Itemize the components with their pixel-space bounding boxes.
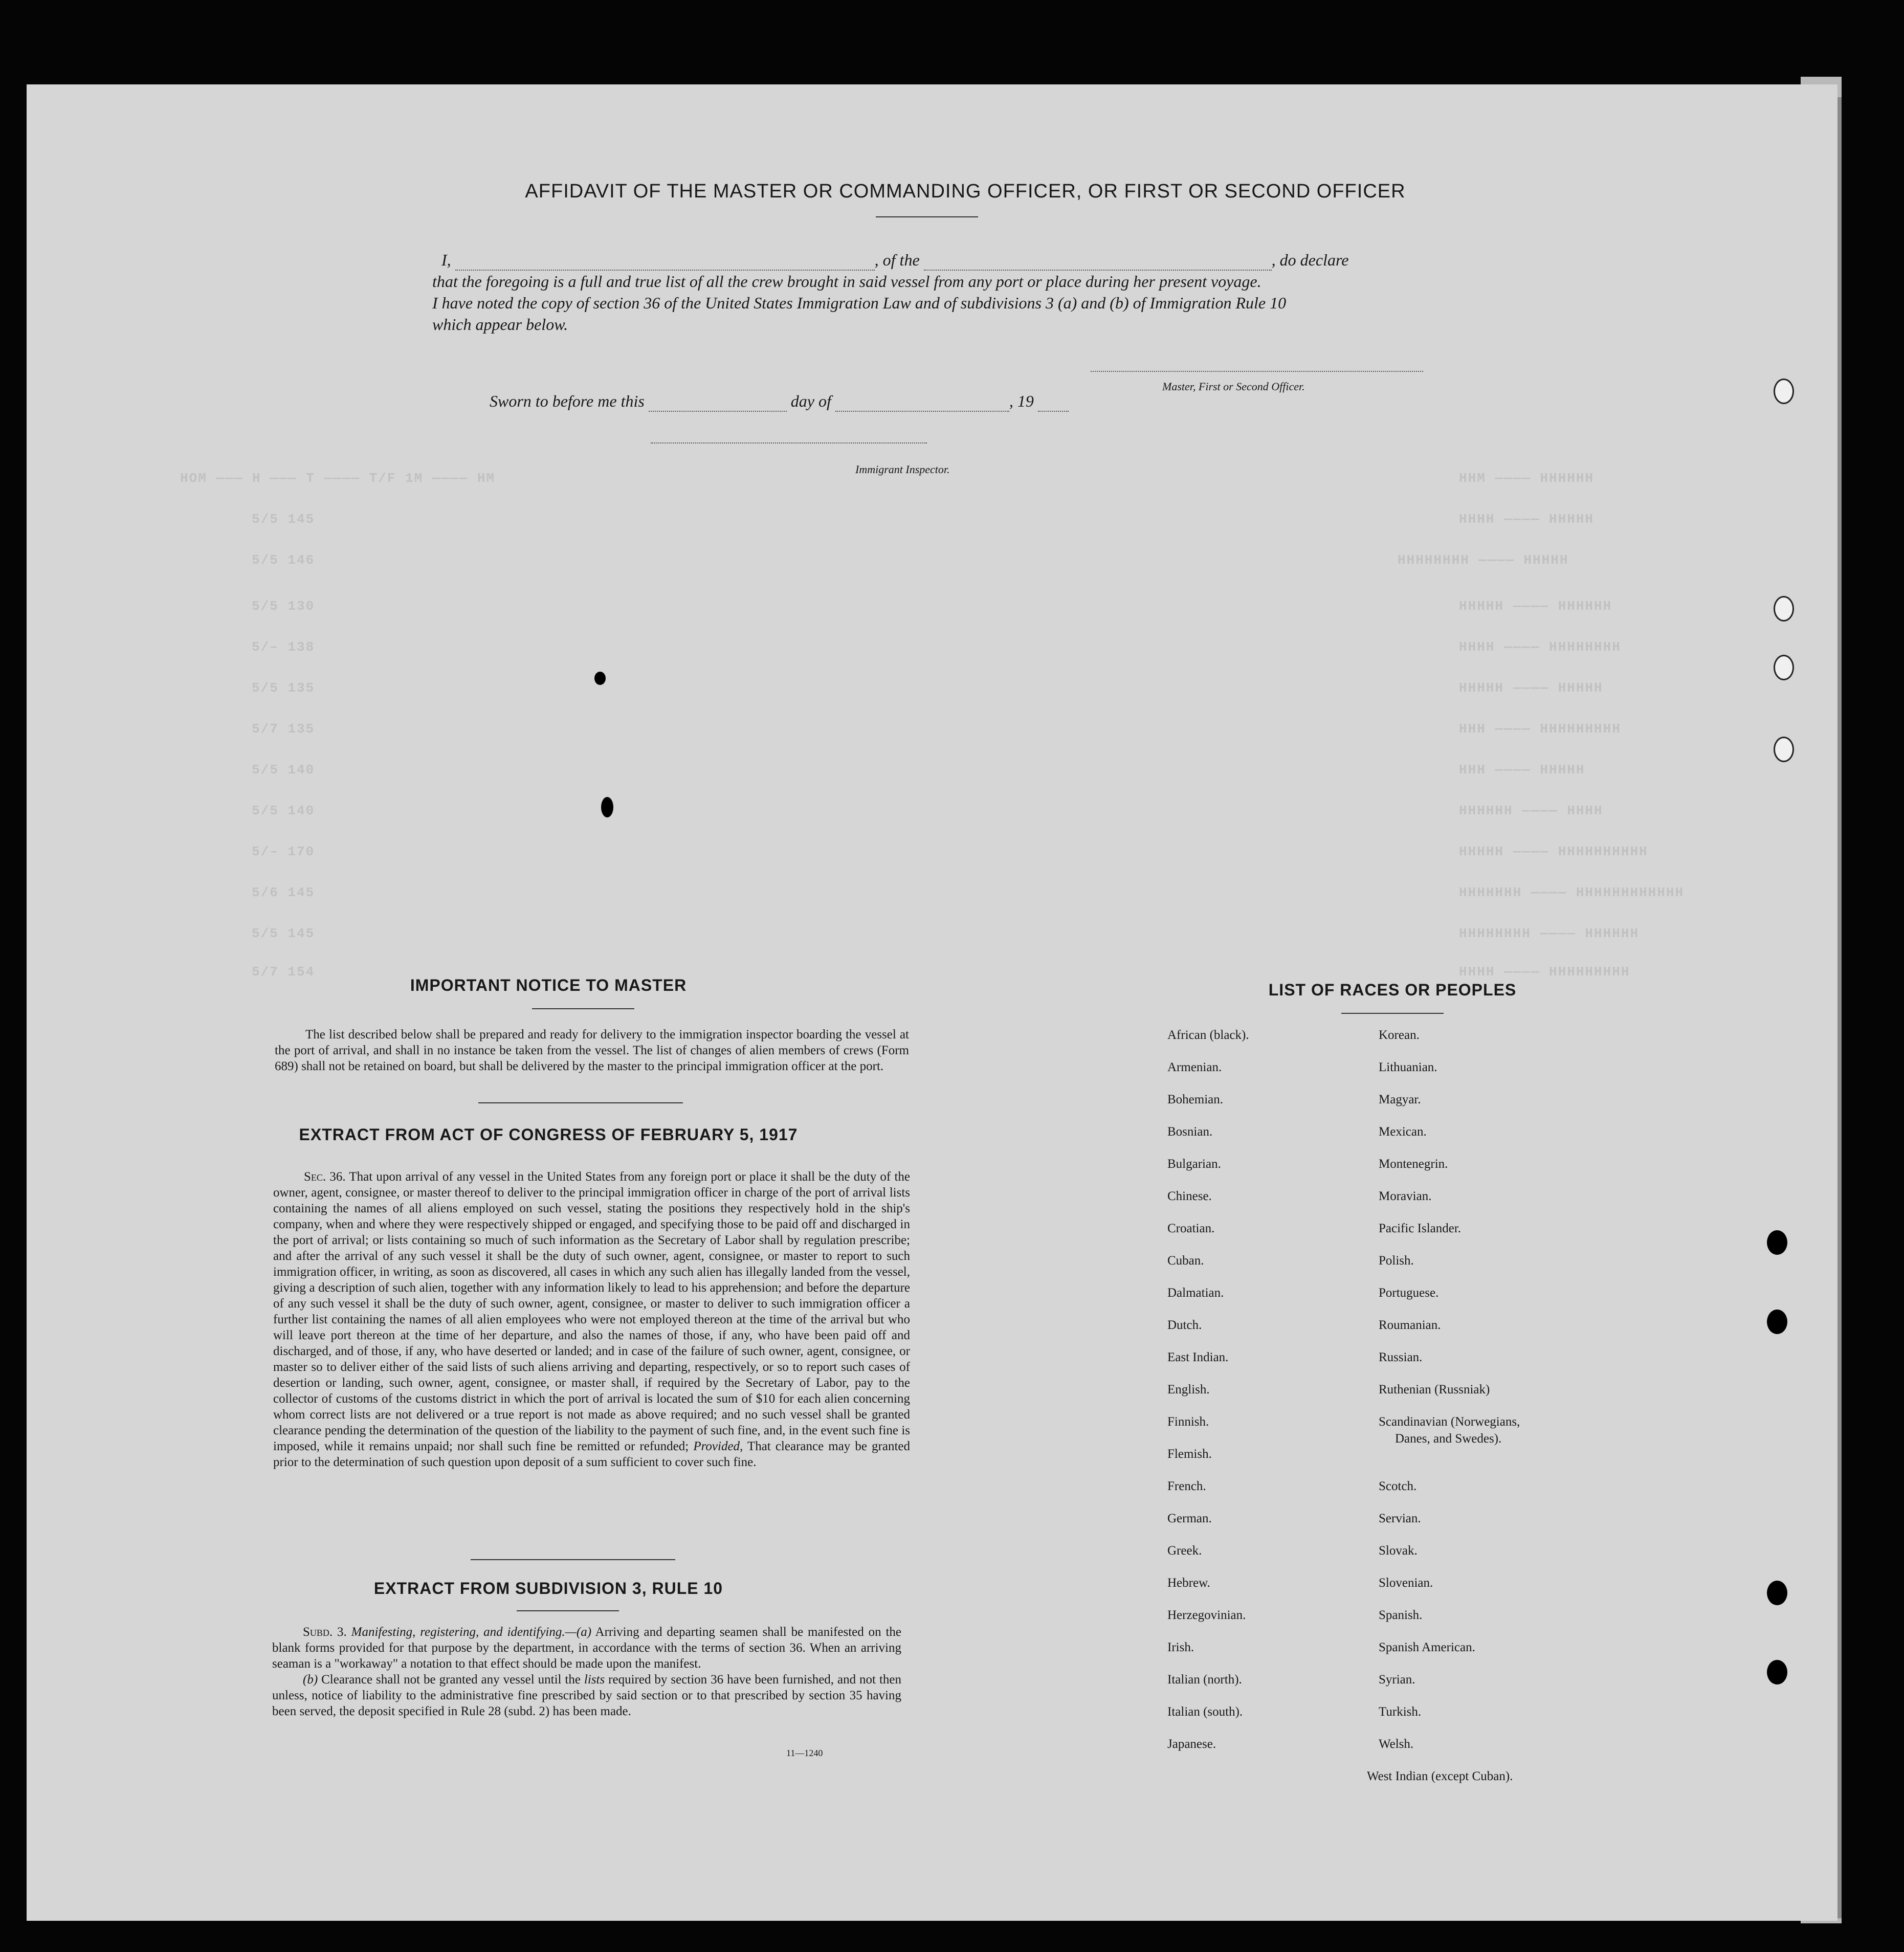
rule-extract-title: EXTRACT FROM SUBDIVISION 3, RULE 10	[373, 1579, 723, 1598]
para-b-label: (b)	[303, 1673, 318, 1687]
provided-label: Provided,	[693, 1439, 743, 1453]
para-b-text-2: required by section 36 have been furnished, and not then unless, notice of liability to the administrative fine prescribed by said section or to that prescribed by section 35 having been served, the deposit specified in Rule 28 (subd. 2) has been made.	[272, 1673, 901, 1718]
race-item: English.	[1167, 1383, 1210, 1396]
race-item: Dutch.	[1167, 1318, 1202, 1332]
race-item: Bulgarian.	[1167, 1157, 1221, 1171]
sworn-month-field[interactable]	[835, 411, 1009, 412]
race-item: Pacific Islander.	[1379, 1222, 1462, 1235]
race-item: Montenegrin.	[1379, 1157, 1448, 1171]
sworn-year-field[interactable]	[1038, 411, 1069, 412]
master-signature-label: Master, First or Second Officer.	[1162, 380, 1305, 393]
notice-divider	[532, 1008, 634, 1009]
inspector-signature-label: Immigrant Inspector.	[855, 463, 950, 476]
sworn-statement	[490, 390, 1155, 412]
act-extract-title: EXTRACT FROM ACT OF CONGRESS OF FEBRUARY 5, 1917	[299, 1125, 798, 1144]
sworn-day-field[interactable]	[649, 411, 787, 412]
inspector-signature-line[interactable]	[651, 432, 927, 443]
races-divider	[1341, 1013, 1444, 1014]
race-item: Turkish.	[1379, 1705, 1422, 1719]
race-item: Polish.	[1379, 1254, 1414, 1268]
race-item: Finnish.	[1167, 1415, 1209, 1429]
race-item: German.	[1167, 1512, 1212, 1525]
binder-hole	[1774, 655, 1794, 680]
day-of-label: day of	[790, 392, 831, 410]
race-item: Korean.	[1379, 1028, 1420, 1042]
race-item: West Indian (except Cuban).	[1367, 1769, 1513, 1783]
race-item: Cuban.	[1167, 1254, 1204, 1268]
notice-end-divider	[478, 1102, 683, 1103]
declaration-name-line	[432, 249, 1471, 271]
section-36-text: That upon arrival of any vessel in the United States from any foreign port or place it shall be the duty of the owner, agent, consignee, or master thereof to deliver to the principal immigration officer in charge of the port of arrival lists containing the names of all aliens employed on such vessel, stating the positions they respectively hold in the ship's company, when and where they were respectively shipped or engaged, and specifying those to be paid off and discharged in the port of arrival; or lists containing so much of such information as the Secretary of Labor shall by regulation prescribe; and after the arrival of any such vessel it shall be the duty of such owner, agent, consignee, or master to report to such immigration officer, in writing, as soon as discovered, all cases in which any such alien has illegally landed from the vessel, giving a description of such alien, together with any information likely to lead to his apprehension; and before the departure of any such vessel it shall be the duty of such owner, agent, consignee, or master to deliver to such immigration officer a further list containing the names of all alien employees who were not employed thereon at the time of the arrival but who will leave port thereon at the time of her departure, and also the names of those, if any, who have been paid off and discharged, and of those, if any, who have deserted or landed; and in case of the failure of such owner, agent, consignee, or master so to deliver either of the said lists of such aliens arriving and departing, respectively, or so to report such cases of desertion or landing, such owner, agent, consignee, or master shall, if required by the Secretary of Labor, pay to the collector of customs of the customs district in which the port of arrival is located the sum of $10 for each alien concerning whom correct lists are not delivered or a true report is not made as above required; and no such vessel shall be granted clearance pending the determination of the question of the liability to the payment of such fine, and, in the event such fine is imposed, while it remains unpaid; nor shall such fine be remitted or refunded;	[273, 1170, 910, 1453]
rule-title-divider	[517, 1610, 619, 1611]
race-item: African (black).	[1167, 1028, 1249, 1042]
race-item: Syrian.	[1379, 1673, 1415, 1687]
race-item: Slovak.	[1379, 1544, 1418, 1558]
manifest-page: HOM ——— H ——— T ———— T/F 1M ———— HM 5/5 145 5/5 146 5/5 130 5/– 138 5/5 135 5/7 135 5/5 140 5/5 140 5/– 170 5/6 145 5/5 145 5/7 154 HHM ———— HHHHHH HHHH ———— HHHHH HHHHHHHH ———— HHHHH HHHHH ———— HHHHHH HHHH ———— HHHHHHHH HHHHH ———— HHHHH HHH ———— HHHHHHHHH HHH ———— HHHHH HHHHHH ———— HHHH HHHHH ———— HHHHHHHHHH HHHHHHH ———— HHHHHHHHHHHH HHHHHHHH ———— HHHHHH HHHH ———— HHHHHHHHH AFFIDAVIT OF THE MASTER OR COMMANDING OFFICER, OR FIRST OR SECOND OFFICER I, , of the , do declare that the foregoing is a full and true list of all the crew brought in said vessel from any port or place during her present voyage. I have noted the copy of section 36 of the United States Immigration Law and of subdivisions 3 (a) and (b) of Immigration Rule 10 which appear below. Master, First or Second Officer. Sworn to before me this day of , 19 Immigrant Inspector. IMPORTANT NOTICE TO MASTER The list described below shall be prepared and ready for delivery to the immigration inspector boarding the vessel at the port of arrival, and shall in no instance be taken from the vessel. The list of changes of alien members of crews (Form 689) shall not be retained on board, but shall be delivered by the master to the principal immigration officer at the port. EXTRACT FROM ACT OF CONGRESS OF FEBRUARY 5, 1917 Sec. 36. That upon arrival of any vessel in the United States from any foreign port or place it shall be the duty of the owner, agent, consignee, or master thereof to deliver to the principal immigration officer in charge of the port of arrival lists containing the names of all aliens employed on such vessel, stating the positions they respectively hold in the ship's company, when and where they were respectively shipped or engaged, and specifying those to be paid off and discharged in the port of arrival; or lists containing so much of such information as the Secretary of Labor shall by regulation prescribe; and after the arrival of any such vessel it shall be the duty of such owner, agent, consignee, or master to report to such immigration officer, in writing, as soon as discovered, all cases in which any such alien has illegally landed from the vessel, giving a description of such alien, together with any information likely to lead to his apprehension; and before the departure of any such vessel it shall be the duty of such owner, agent, consignee, or master to deliver to such immigration officer a further list containing the names of all alien employees who were not employed thereon at the time of the arrival but who will leave port thereon at the time of her departure, and also the names of those, if any, who have been paid off and discharged, and of those, if any, who have deserted or landed; and in case of the failure of such owner, agent, consignee, or master so to deliver either of the said lists of such aliens arriving and departing, respectively, or so to report such cases of desertion or landing, such owner, agent, consignee, or master shall, if required by the Secretary of Labor, pay to the collector of customs of the customs district in which the port of arrival is located the sum of $10 for each alien concerning whom correct lists are not delivered or a true report is not made as above required; and no such vessel shall be granted clearance pending the determination of the question of the liability to the payment of such fine, and, in the event such fine is imposed, while it remains unpaid; nor shall such fine be remitted or refunded; Provided, That clearance may be granted prior to the determination of such question upon deposit of a sum sufficient to cover such fine. EXTRACT FROM SUBDIVISION 3, RULE 10 Subd. 3. Manifesting, registering, and identifying.—(a) Arriving and departing seamen shall be manifested on the blank forms provided for that purpose by the department, in accordance with the terms of section 36. When an arriving seaman is a "workaway" a notation to that effect should be made upon the manifest. (b) Clearance shall not be granted any vessel until the lists required by section 36 have been furnished, and not then unless, notice of liability to the administrative fine prescribed by said section or to that prescribed by section 35 having been served, the deposit specified in Rule 28 (subd. 2) has been made. 11—1240 LIST OF RACES OR PEOPLES African (black). Armenian. Bohemian. Bosnian. Bulgarian. Chinese. Croatian. Cuban. Dalmatian. Dutch. East Indian. English. Finnish. Flemish. French. German. Greek. Hebrew. Herzegovinian. Irish. Italian (north). Italian (south). Japanese. Korean. Lithuanian. Magyar. Mexican. Montenegrin. Moravian. Pacific Islander. Polish. Portuguese. Roumanian. Russian. Ruthenian (Russniak) Scandinavian (Norwegians, Danes, and Swedes). Scotch. Servian. Slovak. Slovenian. Spanish. Spanish American. Syrian. Turkish. Welsh. West Indian (except Cuban).	[27, 84, 1837, 1921]
rule-extract-body	[272, 1624, 901, 1719]
race-item: Servian.	[1379, 1512, 1421, 1525]
para-a-text: Arriving and departing seamen shall be manifested on the blank forms provided for that purpose by the department, in accordance with the terms of section 36. When an arriving seaman is a "workaway" a notation to that effect should be made upon the manifest.	[272, 1625, 901, 1671]
rule-paragraph-a	[272, 1624, 901, 1672]
race-item: Scotch.	[1379, 1479, 1417, 1493]
race-item: Dalmatian.	[1167, 1286, 1224, 1300]
act-extract-body	[273, 1169, 910, 1470]
race-item: Bohemian.	[1167, 1093, 1224, 1106]
race-item: Portuguese.	[1379, 1286, 1439, 1300]
race-item: East Indian.	[1167, 1350, 1229, 1364]
race-item: Japanese.	[1167, 1737, 1216, 1751]
race-item: Italian (south).	[1167, 1705, 1243, 1719]
declaration-line-3: which appear below.	[432, 315, 568, 334]
race-item: Spanish American.	[1379, 1640, 1475, 1654]
race-item: Croatian.	[1167, 1222, 1215, 1235]
sworn-label: Sworn to before me this	[490, 392, 645, 410]
race-item: Herzegovinian.	[1167, 1608, 1246, 1622]
punch-mark	[1767, 1660, 1787, 1684]
race-item: Mexican.	[1379, 1125, 1427, 1139]
race-item: Scandinavian (Norwegians,	[1379, 1415, 1520, 1429]
year-label: , 19	[1009, 392, 1034, 410]
subd-heading: Manifesting, registering, and identifying.	[351, 1625, 565, 1639]
ink-spot	[601, 797, 613, 817]
races-title: LIST OF RACES OR PEOPLES	[1268, 981, 1517, 999]
race-item: Danes, and Swedes).	[1395, 1432, 1502, 1446]
title-divider	[876, 216, 978, 217]
race-item: Magyar.	[1379, 1093, 1421, 1106]
of-the-label: , of the	[874, 251, 920, 269]
race-item: Hebrew.	[1167, 1576, 1210, 1590]
race-item: Russian.	[1379, 1350, 1423, 1364]
subd-label: Subd. 3.	[303, 1625, 347, 1639]
declaration-line-2: I have noted the copy of section 36 of the United States Immigration Law and of subdivisions 3 (a) and (b) of Immigration Rule 10	[432, 294, 1287, 312]
race-item: Chinese.	[1167, 1189, 1212, 1203]
do-declare-label: , do declare	[1271, 251, 1349, 269]
section-36-text-end: That clearance may be granted prior to the determination of such question upon deposit of a sum sufficient to cover such fine.	[273, 1439, 911, 1469]
punch-mark	[1767, 1581, 1787, 1605]
race-item: Roumanian.	[1379, 1318, 1441, 1332]
race-item: French.	[1167, 1479, 1206, 1493]
punch-mark	[1767, 1230, 1787, 1255]
para-b-text-1: Clearance shall not be granted any vessel until the	[321, 1673, 581, 1687]
punch-mark	[1767, 1310, 1787, 1334]
affidavit-title: AFFIDAVIT OF THE MASTER OR COMMANDING OFFICER, OR FIRST OR SECOND OFFICER	[525, 181, 1406, 202]
binder-hole	[1774, 596, 1794, 622]
act-end-divider	[471, 1559, 675, 1560]
race-item: Armenian.	[1167, 1060, 1222, 1074]
race-item: Spanish.	[1379, 1608, 1423, 1622]
affidavit-declaration	[432, 249, 1471, 335]
ink-spot	[594, 672, 606, 685]
rule-paragraph-b	[272, 1672, 901, 1719]
race-item: Slovenian.	[1379, 1576, 1433, 1590]
notice-body: The list described below shall be prepared and ready for delivery to the immigration inspector boarding the vessel at the port of arrival, and shall in no instance be taken from the vessel. The list of changes of alien members of crews (Form 689) shall not be retained on board, but shall be delivered by the master to the principal immigration officer at the port.	[275, 1028, 909, 1073]
form-number: 11—1240	[786, 1748, 823, 1758]
race-item: Moravian.	[1379, 1189, 1432, 1203]
para-b-lists: lists	[584, 1673, 605, 1687]
notice-title: IMPORTANT NOTICE TO MASTER	[410, 976, 687, 994]
race-item: Italian (north).	[1167, 1673, 1242, 1687]
para-a-label: —(a)	[565, 1625, 592, 1639]
race-item: Lithuanian.	[1379, 1060, 1437, 1074]
race-item: Ruthenian (Russniak)	[1379, 1383, 1490, 1396]
race-item: Flemish.	[1167, 1447, 1212, 1461]
race-item: Bosnian.	[1167, 1125, 1213, 1139]
race-item: Irish.	[1167, 1640, 1194, 1654]
section-label: Sec. 36.	[304, 1170, 346, 1184]
race-item: Welsh.	[1379, 1737, 1414, 1751]
binder-hole	[1774, 379, 1794, 404]
race-item: Greek.	[1167, 1544, 1202, 1558]
declaration-line-1: that the foregoing is a full and true list of all the crew brought in said vessel from any port or place during her present voyage.	[432, 272, 1261, 291]
master-signature-line[interactable]	[1091, 361, 1423, 372]
i-label: I,	[441, 251, 451, 269]
binder-hole	[1774, 737, 1794, 762]
